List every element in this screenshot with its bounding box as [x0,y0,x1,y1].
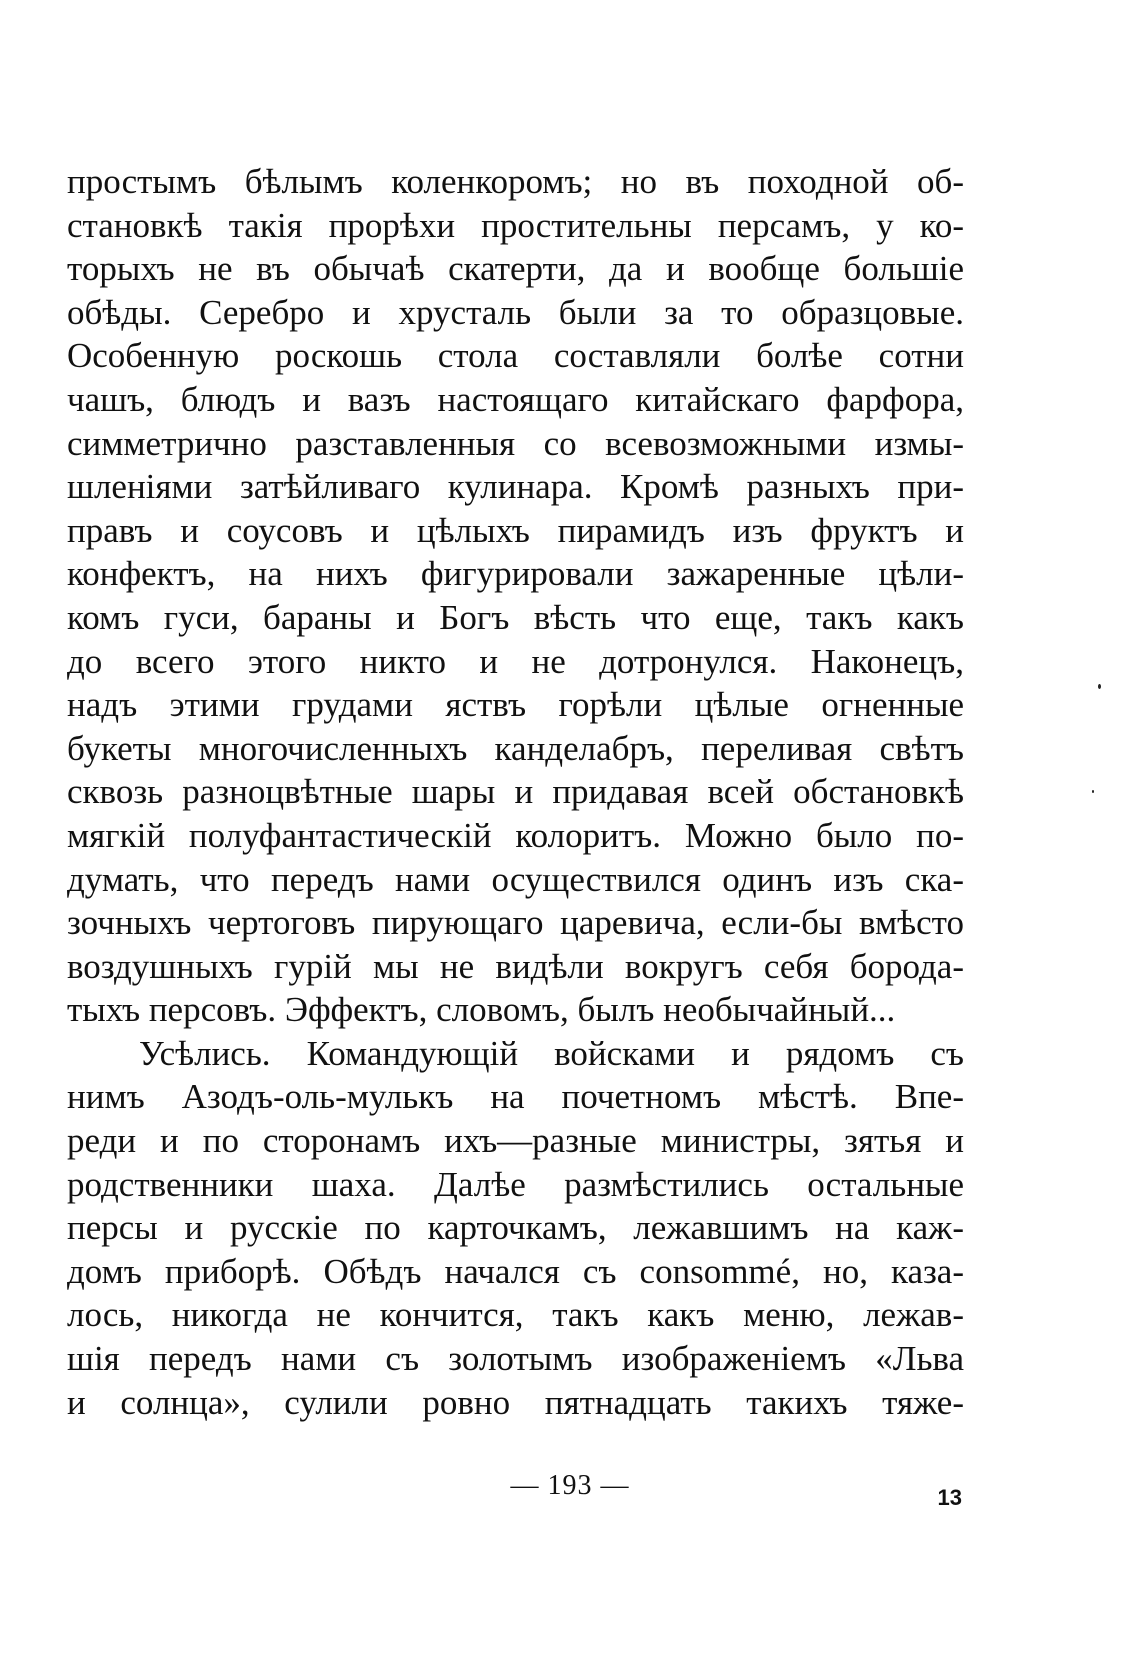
text-line: комъ гуси, бараны и Богъ вѣсть что еще, такъ какъ [67,597,964,637]
text-line: торыхъ не въ обычаѣ скатерти, да и вообще большіе [67,249,964,289]
text-line: обѣды. Серебро и хрусталь были за то образцовые. [67,292,964,332]
text-line: сквозь разноцвѣтные шары и придавая всей обстановкѣ [67,772,964,812]
text-line: до всего этого никто и не дотронулся. Наконецъ, [67,641,964,681]
text-line: воздушныхъ гурій мы не видѣли вокругъ себя борода- [67,946,964,986]
text-line: персы и русскіе по карточкамъ, лежавшимъ на каж- [67,1208,964,1248]
text-line: конфектъ, на нихъ фигурировали зажаренные цѣли- [67,554,964,594]
print-speck [1098,684,1101,689]
text-line: зочныхъ чертоговъ пирующаго царевича, если-бы вмѣсто [67,903,964,943]
print-speck [1092,790,1094,793]
text-line: думать, что передъ нами осуществился одинъ изъ ска- [67,859,964,899]
text-line: реди и по сторонамъ ихъ—разные министры, зятья и [67,1121,964,1161]
signature-mark: 13 [937,1485,962,1510]
text-line: домъ приборѣ. Обѣдъ начался съ consommé, но, каза- [67,1251,964,1291]
text-line: Усѣлись. Командующій войсками и рядомъ съ [139,1033,964,1073]
text-line: шія передъ нами съ золотымъ изображеніемъ «Льва [67,1339,964,1379]
text-line: Особенную роскошь стола составляли болѣе сотни [67,336,964,376]
text-line: нимъ Азодъ-оль-мулькъ на почетномъ мѣстѣ. Впе- [67,1077,964,1117]
body-text [67,160,964,1424]
text-line: шленіями затѣйливаго кулинара. Кромѣ разныхъ при- [67,467,964,507]
text-line: становкѣ такія прорѣхи простительны персамъ, у ко- [67,205,964,245]
text-line: мягкій полуфантастическій колоритъ. Можно было по- [67,815,964,855]
text-line: простымъ бѣлымъ коленкоромъ; но въ походной об- [67,162,964,201]
text-line: чашъ, блюдъ и вазъ настоящаго китайскаго фарфора, [67,379,964,419]
text-line: лось, никогда не кончится, такъ какъ меню, лежав- [67,1295,964,1335]
text-line: правъ и соусовъ и цѣлыхъ пирамидъ изъ фруктъ и [67,510,964,550]
text-line: букеты многочисленныхъ канделабръ, переливая свѣтъ [67,728,964,768]
text-line: родственники шаха. Далѣе размѣстились остальные [67,1164,964,1204]
text-line: тыхъ персовъ. Эффектъ, словомъ, былъ необычайный... [67,990,896,1030]
text-line: надъ этими грудами яствъ горѣли цѣлые огненные [67,685,964,725]
page-number: — 193 — [510,1470,630,1501]
text-line: и солнца», сулили ровно пятнадцать такихъ тяже- [67,1382,964,1422]
text-line: симметрично разставленныя со всевозможными измы- [67,423,964,463]
